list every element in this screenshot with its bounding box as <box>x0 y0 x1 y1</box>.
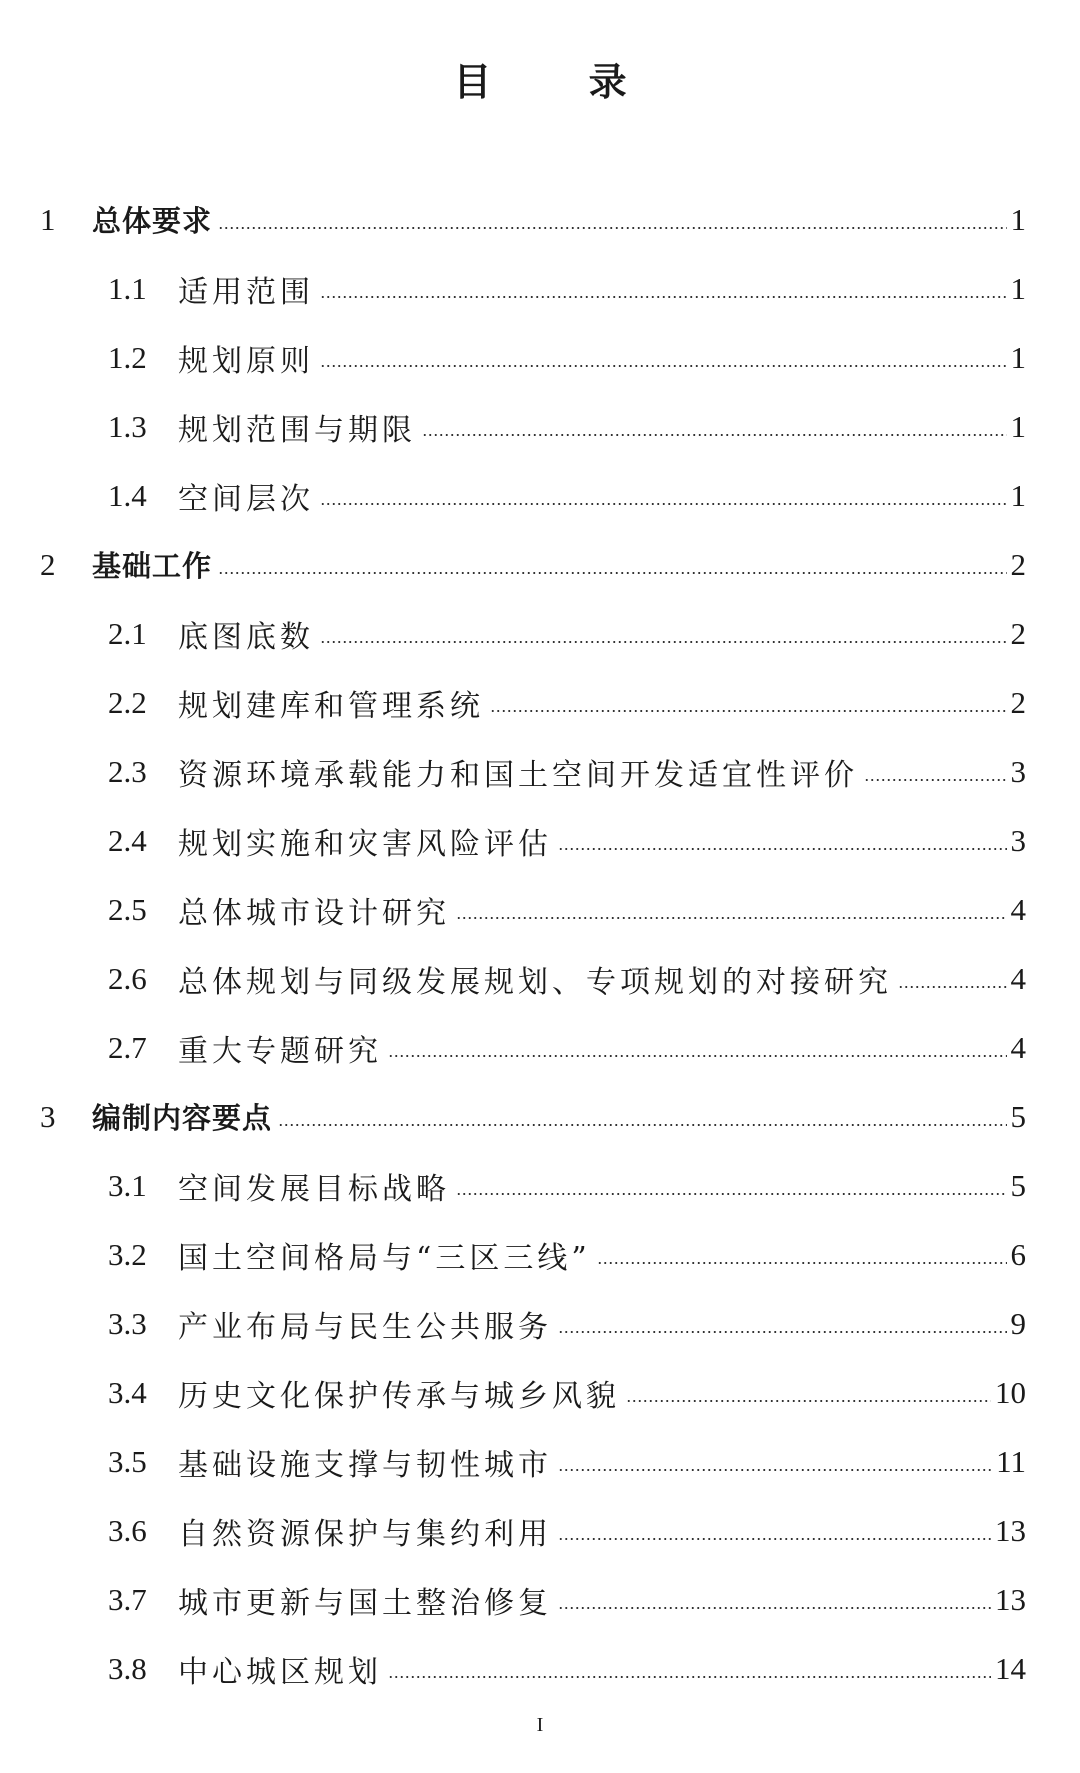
toc-section-entry[interactable] <box>0 461 1080 530</box>
dot-leader <box>864 779 1007 781</box>
toc-entry-number: 3.4 <box>108 1374 147 1410</box>
toc-entry-page: 6 <box>1010 1236 1026 1272</box>
toc-section-entry[interactable] <box>0 668 1080 737</box>
toc-entry-number: 2.7 <box>108 1029 147 1065</box>
toc-entry-page: 4 <box>1010 960 1026 996</box>
dot-leader <box>626 1400 991 1402</box>
dot-leader <box>388 1055 1007 1057</box>
dot-leader <box>320 503 1007 505</box>
toc-section-entry[interactable] <box>0 1496 1080 1565</box>
dot-leader <box>320 296 1007 298</box>
toc-chapter-entry[interactable] <box>0 185 1080 254</box>
toc-entry-page: 14 <box>995 1650 1026 1686</box>
toc-section-entry[interactable] <box>0 392 1080 461</box>
toc-entry-title: 总体要求 <box>92 204 213 238</box>
toc-entry-title: 城市更新与国土整治修复 <box>178 1585 552 1621</box>
dot-leader <box>558 1469 992 1471</box>
dot-leader <box>278 1124 1006 1126</box>
toc-entry-number: 2.1 <box>108 615 147 651</box>
toc-entry-page: 10 <box>995 1374 1026 1410</box>
toc-entry-page: 4 <box>1010 891 1026 927</box>
toc-entry-title: 基础工作 <box>92 549 213 583</box>
dot-leader <box>558 1331 1007 1333</box>
dot-leader <box>597 1262 1007 1264</box>
toc-entry-title: 空间层次 <box>178 481 314 517</box>
toc-entry-page: 2 <box>1010 546 1026 582</box>
toc-entry-title: 空间发展目标战略 <box>178 1171 450 1207</box>
toc-entry-number: 2.4 <box>108 822 147 858</box>
toc-entry-number: 2 <box>40 546 56 582</box>
toc-entry-number: 2.3 <box>108 753 147 789</box>
toc-entry-page: 5 <box>1010 1167 1026 1203</box>
dot-leader <box>456 1193 1007 1195</box>
toc-entry-page: 1 <box>1010 339 1026 375</box>
dot-leader <box>218 572 1006 574</box>
toc-entry-page: 4 <box>1010 1029 1026 1065</box>
toc-entry-title: 总体规划与同级发展规划、专项规划的对接研究 <box>178 964 892 1000</box>
dot-leader <box>558 848 1007 850</box>
toc-entry-number: 3.2 <box>108 1236 147 1272</box>
dot-leader <box>320 365 1007 367</box>
page-title: 目 录 <box>453 60 669 104</box>
toc-entry-title: 重大专题研究 <box>178 1033 382 1069</box>
toc-section-entry[interactable] <box>0 1151 1080 1220</box>
toc-section-entry[interactable] <box>0 944 1080 1013</box>
toc-entry-page: 13 <box>995 1581 1026 1617</box>
toc-entry-number: 3.7 <box>108 1581 147 1617</box>
toc-entry-number: 1.2 <box>108 339 147 375</box>
toc-entry-number: 3.1 <box>108 1167 147 1203</box>
toc-entry-title: 规划建库和管理系统 <box>178 688 484 724</box>
toc-chapter-entry[interactable] <box>0 1082 1080 1151</box>
toc-entry-page: 1 <box>1010 270 1026 306</box>
toc-entry-number: 3.3 <box>108 1305 147 1341</box>
toc-entry-title: 自然资源保护与集约利用 <box>178 1516 552 1552</box>
table-of-contents <box>0 185 1080 1703</box>
toc-entry-title: 国土空间格局与“三区三线” <box>178 1240 591 1276</box>
dot-leader <box>456 917 1007 919</box>
toc-entry-number: 3.6 <box>108 1512 147 1548</box>
toc-section-entry[interactable] <box>0 1289 1080 1358</box>
dot-leader <box>490 710 1007 712</box>
toc-entry-title: 底图底数 <box>178 619 314 655</box>
toc-entry-page: 1 <box>1010 201 1026 237</box>
toc-section-entry[interactable] <box>0 737 1080 806</box>
toc-entry-title: 资源环境承载能力和国土空间开发适宜性评价 <box>178 757 858 793</box>
dot-leader <box>218 227 1006 229</box>
toc-section-entry[interactable] <box>0 1634 1080 1703</box>
toc-entry-page: 1 <box>1010 477 1026 513</box>
toc-section-entry[interactable] <box>0 875 1080 944</box>
toc-entry-number: 1.4 <box>108 477 147 513</box>
toc-entry-title: 中心城区规划 <box>178 1654 382 1690</box>
toc-entry-page: 2 <box>1010 684 1026 720</box>
toc-section-entry[interactable] <box>0 254 1080 323</box>
toc-section-entry[interactable] <box>0 1013 1080 1082</box>
toc-section-entry[interactable] <box>0 806 1080 875</box>
toc-entry-number: 2.5 <box>108 891 147 927</box>
toc-entry-number: 1 <box>40 201 56 237</box>
toc-entry-page: 1 <box>1010 408 1026 444</box>
toc-section-entry[interactable] <box>0 1220 1080 1289</box>
toc-entry-page: 3 <box>1010 822 1026 858</box>
dot-leader <box>422 434 1007 436</box>
toc-entry-title: 规划原则 <box>178 343 314 379</box>
toc-entry-page: 5 <box>1010 1098 1026 1134</box>
dot-leader <box>898 986 1007 988</box>
toc-entry-page: 3 <box>1010 753 1026 789</box>
toc-section-entry[interactable] <box>0 1427 1080 1496</box>
toc-entry-number: 1.1 <box>108 270 147 306</box>
dot-leader <box>558 1607 991 1609</box>
toc-entry-title: 规划实施和灾害风险评估 <box>178 826 552 862</box>
toc-entry-number: 3.8 <box>108 1650 147 1686</box>
toc-entry-title: 历史文化保护传承与城乡风貌 <box>178 1378 620 1414</box>
toc-entry-number: 1.3 <box>108 408 147 444</box>
toc-entry-number: 3.5 <box>108 1443 147 1479</box>
page-number: I <box>536 1714 544 1736</box>
toc-section-entry[interactable] <box>0 1358 1080 1427</box>
toc-entry-title: 规划范围与期限 <box>178 412 416 448</box>
toc-entry-page: 13 <box>995 1512 1026 1548</box>
toc-entry-title: 总体城市设计研究 <box>178 895 450 931</box>
toc-entry-page: 2 <box>1010 615 1026 651</box>
toc-section-entry[interactable] <box>0 599 1080 668</box>
toc-section-entry[interactable] <box>0 1565 1080 1634</box>
toc-entry-title: 基础设施支撑与韧性城市 <box>178 1447 552 1483</box>
dot-leader <box>558 1538 991 1540</box>
toc-entry-page: 9 <box>1010 1305 1026 1341</box>
toc-entry-title: 产业布局与民生公共服务 <box>178 1309 552 1345</box>
toc-entry-number: 2.6 <box>108 960 147 996</box>
toc-chapter-entry[interactable] <box>0 530 1080 599</box>
toc-entry-number: 2.2 <box>108 684 147 720</box>
dot-leader <box>320 641 1007 643</box>
toc-section-entry[interactable] <box>0 323 1080 392</box>
toc-entry-number: 3 <box>40 1098 56 1134</box>
toc-entry-title: 编制内容要点 <box>92 1101 273 1135</box>
toc-entry-title: 适用范围 <box>178 274 314 310</box>
toc-entry-page: 11 <box>996 1443 1026 1479</box>
dot-leader <box>388 1676 991 1678</box>
